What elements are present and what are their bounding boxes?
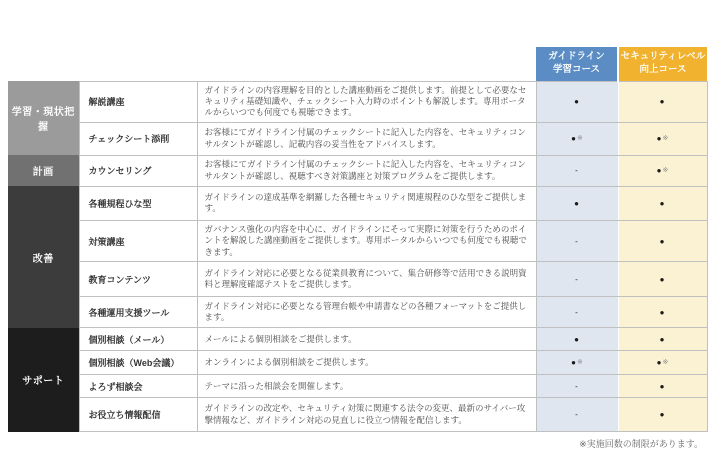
course2-title-line1: セキュリティレベル [620,50,706,62]
course2-title-line2: 向上コース [639,63,687,75]
service-description: オンラインによる個別相談をご提供します。 [197,351,536,375]
category-cell-improve: 改善 [8,186,79,327]
availability-mark-course2 [618,186,707,220]
header-spacer [8,47,536,81]
dot-mark: ● [574,334,579,344]
dot-mark: ● [574,97,579,107]
dash-mark: - [575,166,578,176]
header-row [8,47,707,81]
dot-mark: ● [656,134,662,144]
asterisk-note: ※ [576,135,583,143]
service-description: ガイドラインの内容理解を目的とした講座動画をご提供します。前提として必要なセキュリティ基礎知識や、チェックシート入力時のポイントも解説します。専用ポータルからいつでも何度でも視聴できます。 [197,81,536,122]
dash-mark: - [575,274,578,284]
dot-mark: ● [659,334,665,344]
service-description: メールによる個別相談をご提供します。 [197,328,536,351]
course1-title-line2: 学習コース [552,63,601,75]
dot-mark: ● [659,236,665,246]
service-description: ガイドラインの達成基準を網羅した各種セキュリティ関連規程のひな型をご提供します。 [197,186,536,220]
availability-mark-course1 [536,220,618,261]
service-description: ガイドライン対応に必要となる管理台帳や申請書などの各種フォーマットをご提供します。 [197,297,536,328]
dash-mark: - [575,236,578,246]
asterisk-note: ※ [662,167,669,175]
service-description: テーマに沿った相談会を開催します。 [197,375,536,398]
table-row [8,262,707,297]
table-row [8,398,707,432]
item-label: 各種規程ひな型 [79,186,197,220]
course1-title-line1: ガイドライン [548,50,605,62]
dash-mark: - [575,307,578,317]
item-label: 個別相談（メール） [79,328,197,351]
availability-mark-course1 [536,375,618,398]
availability-mark-course1 [536,351,618,375]
availability-mark-course2 [618,155,707,186]
item-label: 対策講座 [79,220,197,261]
availability-mark-course1 [536,81,618,122]
table-row [8,328,707,351]
dot-mark: ● [659,97,665,107]
category-cell-plan: 計画 [8,155,79,186]
service-description: ガイドライン対応に必要となる従業員教育について、集合研修等で活用できる説明資料と理解度確認テストをご提供します。 [197,262,536,297]
availability-mark-course2 [618,220,707,261]
availability-mark-course2 [618,262,707,297]
dash-mark: - [575,410,578,420]
availability-mark-course1 [536,186,618,220]
availability-mark-course2 [618,81,707,122]
availability-mark-course2 [618,297,707,328]
item-label: 教育コンテンツ [79,262,197,297]
service-description: ガイドラインの改定や、セキュリティ対策に関連する法令の変更、最新のサイバー攻撃情報など、ガイドライン対応の見直しに役立つ情報を配信します。 [197,398,536,432]
availability-mark-course2 [618,398,707,432]
asterisk-note: ※ [662,135,669,143]
dot-mark: ● [659,381,665,391]
availability-mark-course2 [618,328,707,351]
availability-mark-course2 [618,375,707,398]
item-label: 解説講座 [79,81,197,122]
dash-mark: - [575,381,578,391]
availability-mark-course1 [536,122,618,155]
availability-mark-course2 [618,351,707,375]
availability-mark-course1 [536,398,618,432]
availability-mark-course1 [536,262,618,297]
category-cell-support: サポート [8,328,79,432]
dot-mark: ● [574,198,579,208]
table-row [8,297,707,328]
table-row [8,186,707,220]
table-row [8,375,707,398]
service-description: ガバナンス強化の内容を中心に、ガイドラインにそって実際に対策を行うためのポイントを解説した講座動画をご提供します。専用ポータルからいつでも何度でも視聴できます。 [197,220,536,261]
comparison-table-wrapper [8,47,707,450]
table-row [8,81,707,122]
dot-mark: ● [659,307,665,317]
dot-mark: ● [659,410,665,420]
item-label: よろず相談会 [79,375,197,398]
dot-mark: ● [571,134,576,144]
table-row [8,122,707,155]
availability-mark-course1 [536,155,618,186]
item-label: 各種運用支援ツール [79,297,197,328]
column-header-guideline-course [536,47,618,81]
dot-mark: ● [659,274,665,284]
dot-mark: ● [659,198,665,208]
course-comparison-table [8,47,708,432]
column-header-security-level-course [618,47,707,81]
service-description: お客様にてガイドライン付属のチェックシートに記入した内容を、セキュリティコンサルタントが確認し、視聴すべき対策講座と対策プログラムをご提供します。 [197,155,536,186]
dot-mark: ● [656,166,662,176]
availability-mark-course2 [618,122,707,155]
table-row [8,155,707,186]
service-description: お客様にてガイドライン付属のチェックシートに記入した内容を、セキュリティコンサルタントが確認し、記載内容の妥当性をアドバイスします。 [197,122,536,155]
item-label: 個別相談（Web会議） [79,351,197,375]
footnote: ※実施回数の制限があります。 [579,439,703,450]
item-label: チェックシート添削 [79,122,197,155]
availability-mark-course1 [536,328,618,351]
table-row [8,351,707,375]
item-label: お役立ち情報配信 [79,398,197,432]
table-row [8,220,707,261]
item-label: カウンセリング [79,155,197,186]
asterisk-note: ※ [576,359,583,367]
availability-mark-course1 [536,297,618,328]
category-cell-learning-status: 学習・現状把握 [8,81,79,155]
dot-mark: ● [656,358,662,368]
dot-mark: ● [571,358,576,368]
asterisk-note: ※ [662,359,669,367]
